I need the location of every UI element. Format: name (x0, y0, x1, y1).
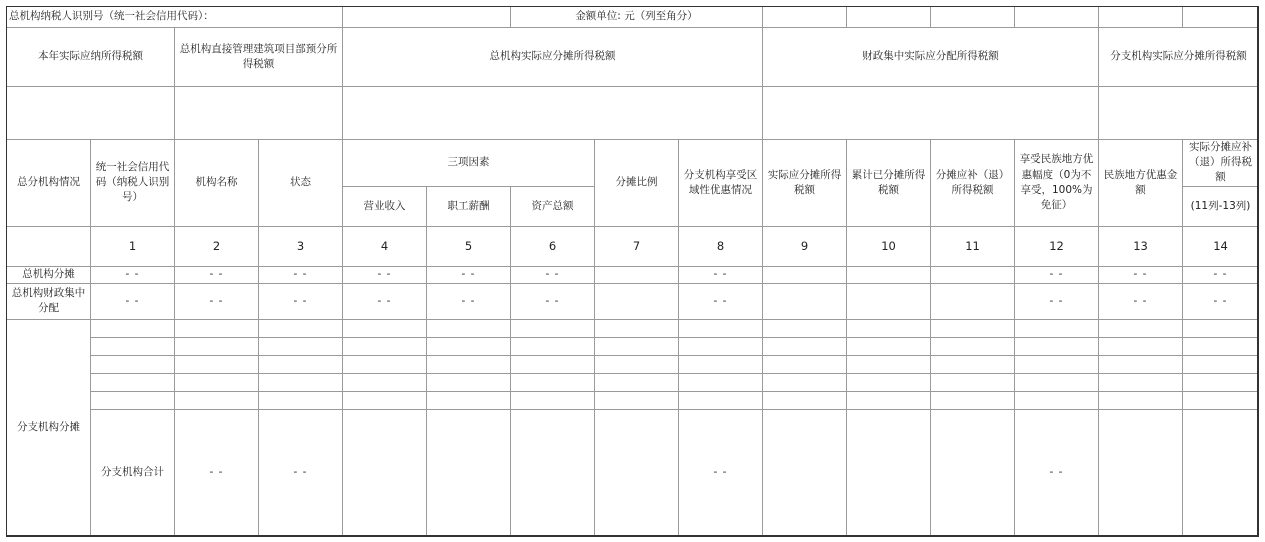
annual-tax-value[interactable] (7, 87, 175, 140)
input-cell[interactable] (847, 283, 931, 319)
input-cell[interactable] (595, 319, 679, 337)
cell[interactable] (931, 7, 1015, 28)
placeholder-cell: - - (259, 409, 343, 535)
input-cell[interactable] (931, 373, 1015, 391)
col-regional-pref: 分支机构享受区域性优惠情况 (679, 140, 763, 227)
input-cell[interactable] (847, 266, 931, 283)
input-cell[interactable] (595, 337, 679, 355)
branch-row (7, 355, 1259, 373)
col-number: 12 (1015, 226, 1099, 266)
input-cell[interactable] (259, 337, 343, 355)
header-row (7, 7, 1259, 28)
placeholder-cell: - - (91, 283, 175, 319)
input-cell[interactable] (1183, 337, 1259, 355)
input-cell[interactable] (595, 355, 679, 373)
placeholder-cell: - - (175, 409, 259, 535)
project-prepaid-value[interactable] (175, 87, 343, 140)
input-cell[interactable] (763, 409, 847, 535)
cell[interactable] (1099, 7, 1183, 28)
input-cell[interactable] (511, 319, 595, 337)
col-credit-code: 统一社会信用代码（纳税人识别号） (91, 140, 175, 227)
hq-allocation-row (7, 266, 1259, 283)
input-cell[interactable] (847, 319, 931, 337)
cell[interactable] (763, 7, 847, 28)
col-number: 7 (595, 226, 679, 266)
input-cell[interactable] (679, 319, 763, 337)
input-cell[interactable] (91, 391, 175, 409)
input-cell[interactable] (511, 373, 595, 391)
branch-allocated-header: 分支机构实际应分摊所得税额 (1099, 28, 1259, 87)
branch-total-row (7, 409, 1259, 535)
branch-row (7, 373, 1259, 391)
input-cell[interactable] (343, 319, 427, 337)
input-cell[interactable] (511, 391, 595, 409)
col-number: 11 (931, 226, 1015, 266)
input-cell[interactable] (931, 283, 1015, 319)
col-number: 6 (511, 226, 595, 266)
col-number: 5 (427, 226, 511, 266)
input-cell[interactable] (427, 355, 511, 373)
input-cell[interactable] (511, 355, 595, 373)
placeholder-cell: - - (1015, 266, 1099, 283)
input-cell[interactable] (847, 373, 931, 391)
input-cell[interactable] (91, 319, 175, 337)
input-cell[interactable] (931, 409, 1015, 535)
input-cell[interactable] (91, 337, 175, 355)
branch-row (7, 337, 1259, 355)
input-cell[interactable] (511, 337, 595, 355)
placeholder-cell: - - (343, 266, 427, 283)
col-ethnic-pref-rate: 享受民族地方优惠幅度（0为不享受，100%为免征） (1015, 140, 1099, 227)
fiscal-allocated-value[interactable] (763, 87, 1099, 140)
input-cell[interactable] (343, 355, 427, 373)
input-cell[interactable] (1099, 355, 1183, 373)
input-cell[interactable] (343, 337, 427, 355)
input-cell[interactable] (1015, 355, 1099, 373)
input-cell[interactable] (1099, 373, 1183, 391)
tax-allocation-sheet (6, 6, 1258, 536)
annual-tax-header: 本年实际应纳所得税额 (7, 28, 175, 87)
input-cell[interactable] (343, 409, 427, 535)
taxpayer-id-label: 总机构纳税人识别号（统一社会信用代码）： (7, 7, 343, 28)
input-cell[interactable] (595, 409, 679, 535)
input-cell[interactable] (763, 337, 847, 355)
col-salary: 职工薪酬 (427, 186, 511, 226)
col-number: 14 (1183, 226, 1259, 266)
placeholder-cell: - - (175, 266, 259, 283)
col-ethnic-pref-amount: 民族地方优惠金额 (1099, 140, 1183, 227)
input-cell[interactable] (175, 337, 259, 355)
input-cell[interactable] (763, 391, 847, 409)
branch-total-label: 分支机构合计 (91, 409, 175, 535)
input-cell[interactable] (1015, 373, 1099, 391)
input-cell[interactable] (679, 391, 763, 409)
input-cell[interactable] (343, 391, 427, 409)
cell[interactable] (1015, 7, 1099, 28)
input-cell[interactable] (1099, 319, 1183, 337)
input-cell[interactable] (763, 319, 847, 337)
placeholder-cell: - - (511, 266, 595, 283)
input-cell[interactable] (511, 409, 595, 535)
col-ratio: 分摊比例 (595, 140, 679, 227)
input-cell[interactable] (679, 355, 763, 373)
unit-label: 金额单位: 元（列至角分） (511, 7, 763, 28)
placeholder-cell: - - (259, 266, 343, 283)
cell (7, 226, 91, 266)
input-cell[interactable] (1183, 409, 1259, 535)
input-cell[interactable] (1099, 409, 1183, 535)
input-cell[interactable] (847, 355, 931, 373)
column-number-row (7, 226, 1259, 266)
input-cell[interactable] (931, 319, 1015, 337)
input-cell[interactable] (427, 373, 511, 391)
cell[interactable] (1183, 7, 1259, 28)
input-cell[interactable] (679, 373, 763, 391)
input-cell[interactable] (1099, 391, 1183, 409)
input-cell[interactable] (763, 373, 847, 391)
input-cell[interactable] (763, 355, 847, 373)
branch-row (7, 391, 1259, 409)
input-cell[interactable] (763, 283, 847, 319)
col-actual-tax: 实际应分摊所得税额 (763, 140, 847, 227)
input-cell[interactable] (91, 355, 175, 373)
section-value-row (7, 87, 1259, 140)
input-cell[interactable] (1099, 337, 1183, 355)
input-cell[interactable] (931, 337, 1015, 355)
placeholder-cell: - - (343, 283, 427, 319)
placeholder-cell: - - (679, 409, 763, 535)
hq-fiscal-row (7, 283, 1259, 319)
input-cell[interactable] (1183, 391, 1259, 409)
col-number: 13 (1099, 226, 1183, 266)
placeholder-cell: - - (1015, 283, 1099, 319)
input-cell[interactable] (427, 391, 511, 409)
placeholder-cell: - - (679, 283, 763, 319)
col-number: 8 (679, 226, 763, 266)
input-cell[interactable] (595, 373, 679, 391)
input-cell[interactable] (847, 337, 931, 355)
placeholder-cell: - - (175, 283, 259, 319)
allocation-table (6, 6, 1259, 536)
input-cell[interactable] (427, 409, 511, 535)
row-label: 分支机构分摊 (7, 319, 91, 535)
placeholder-cell: - - (427, 266, 511, 283)
input-cell[interactable] (175, 391, 259, 409)
input-cell[interactable] (1183, 319, 1259, 337)
col-revenue: 营业收入 (343, 186, 427, 226)
row-label: 总机构财政集中分配 (7, 283, 91, 319)
col-situation: 总分机构情况 (7, 140, 91, 227)
input-cell[interactable] (931, 355, 1015, 373)
col-status: 状态 (259, 140, 343, 227)
input-cell[interactable] (91, 373, 175, 391)
fiscal-allocated-header: 财政集中实际应分配所得税额 (763, 28, 1099, 87)
input-cell[interactable] (595, 391, 679, 409)
placeholder-cell: - - (1099, 266, 1183, 283)
branch-allocated-value[interactable] (1099, 87, 1259, 140)
col-number: 1 (91, 226, 175, 266)
hq-allocated-value[interactable] (343, 87, 763, 140)
col-cumulative-tax: 累计已分摊所得税额 (847, 140, 931, 227)
placeholder-cell: - - (1015, 409, 1099, 535)
col-number: 4 (343, 226, 427, 266)
col-three-factors: 三项因素 (343, 140, 595, 187)
col-supplement-tax: 分摊应补（退）所得税额 (931, 140, 1015, 227)
input-cell[interactable] (595, 283, 679, 319)
input-cell[interactable] (1183, 373, 1259, 391)
input-cell[interactable] (847, 391, 931, 409)
col-number: 2 (175, 226, 259, 266)
placeholder-cell: - - (1099, 283, 1183, 319)
input-cell[interactable] (175, 373, 259, 391)
input-cell[interactable] (1015, 319, 1099, 337)
project-prepaid-header: 总机构直接管理建筑项目部预分所得税额 (175, 28, 343, 87)
input-cell[interactable] (259, 391, 343, 409)
input-cell[interactable] (931, 391, 1015, 409)
input-cell[interactable] (175, 319, 259, 337)
col-assets: 资产总额 (511, 186, 595, 226)
col-number: 3 (259, 226, 343, 266)
row-label: 总机构分摊 (7, 266, 91, 283)
col-number: 10 (847, 226, 931, 266)
input-cell[interactable] (595, 266, 679, 283)
input-cell[interactable] (259, 373, 343, 391)
input-cell[interactable] (175, 355, 259, 373)
placeholder-cell: - - (679, 266, 763, 283)
col-actual-supplement-formula: (11列-13列) (1183, 186, 1259, 226)
input-cell[interactable] (259, 355, 343, 373)
placeholder-cell: - - (1183, 283, 1259, 319)
input-cell[interactable] (1015, 391, 1099, 409)
placeholder-cell: - - (259, 283, 343, 319)
col-org-name: 机构名称 (175, 140, 259, 227)
branch-row (7, 319, 1259, 337)
input-cell[interactable] (343, 373, 427, 391)
input-cell[interactable] (1015, 337, 1099, 355)
input-cell[interactable] (427, 319, 511, 337)
col-number: 9 (763, 226, 847, 266)
input-cell[interactable] (259, 319, 343, 337)
input-cell[interactable] (679, 337, 763, 355)
cell[interactable] (847, 7, 931, 28)
placeholder-cell: - - (91, 266, 175, 283)
col-actual-supplement: 实际分摊应补（退）所得税额 (1183, 140, 1259, 187)
placeholder-cell: - - (1183, 266, 1259, 283)
input-cell[interactable] (1183, 355, 1259, 373)
placeholder-cell: - - (427, 283, 511, 319)
input-cell[interactable] (427, 337, 511, 355)
taxpayer-id-cell[interactable] (343, 7, 511, 28)
input-cell[interactable] (931, 266, 1015, 283)
input-cell[interactable] (763, 266, 847, 283)
input-cell[interactable] (847, 409, 931, 535)
placeholder-cell: - - (511, 283, 595, 319)
column-header-row-1 (7, 140, 1259, 187)
hq-allocated-header: 总机构实际应分摊所得税额 (343, 28, 763, 87)
section-header-row (7, 28, 1259, 87)
